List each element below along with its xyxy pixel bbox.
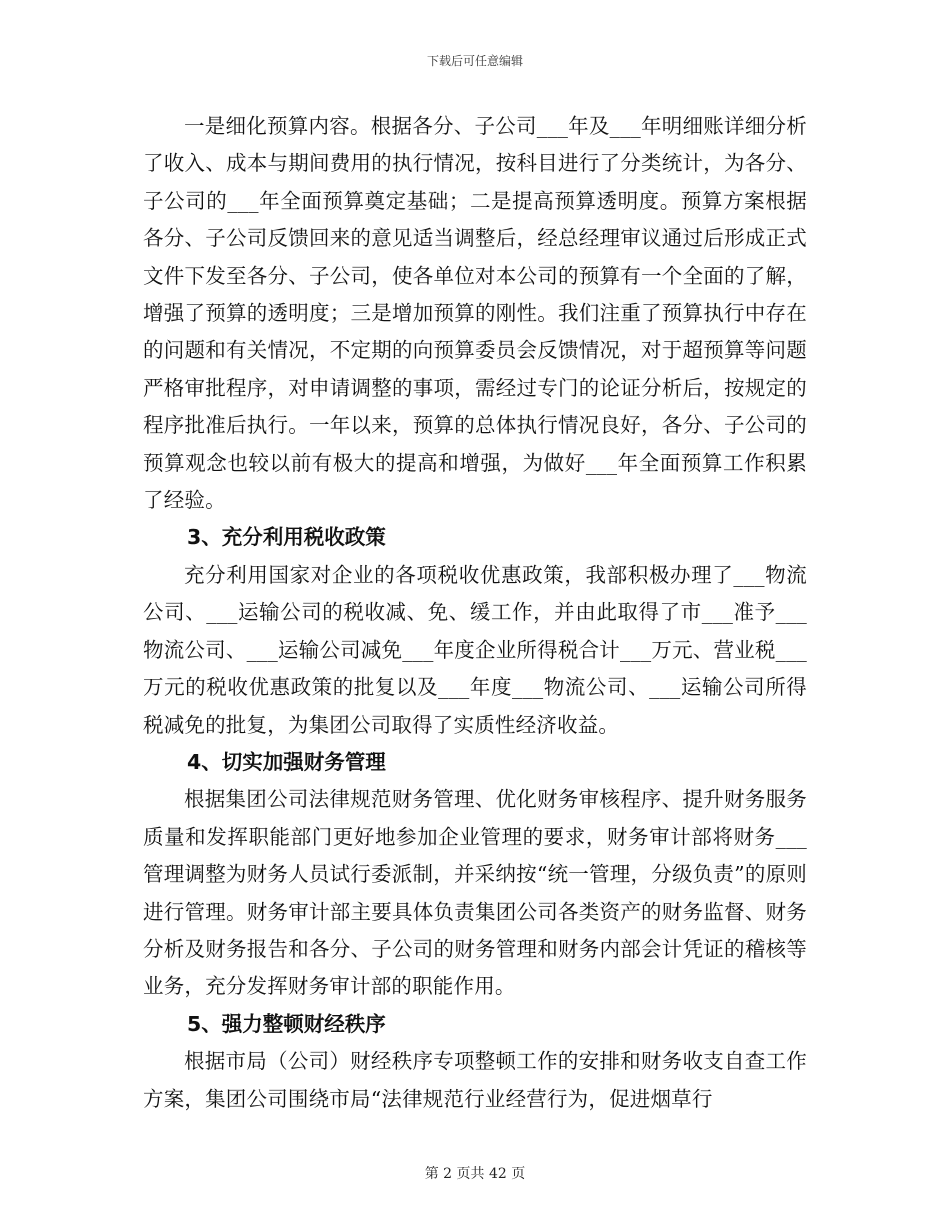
- section-heading-tax-policy: 3、充分利用税收政策: [187, 525, 386, 550]
- section-heading-financial-order: 5、强力整顿财经秩序: [187, 1011, 386, 1036]
- paragraph-budget: 一是细化预算内容。根据各分、子公司___年及___年明细账详细分析了收入、成本与期间费用的执行情况，按科目进行了分类统计，为各分、子公司的___年全面预算奠定基础；二是提高预算透明度。预算方案根据各分、子公司反馈回来的意见适当调整后，经总经理审议通过后形成正式文件下发至各分、子公司，使各单位对本公司的预算有一个全面的了解，增强了预算的透明度；三是增加预算的刚性。我们注重了预算执行中存在的问题和有关情况，不定期的向预算委员会反馈情况，对于超预算等问题严格审批程序，对申请调整的事项，需经过专门的论证分析后，按规定的程序批准后执行。一年以来，预算的总体执行情况良好，各分、子公司的预算观念也较以前有极大的提高和增强，为做好___年全面预算工作积累了经验。: [143, 114, 807, 513]
- page-footer: 第 2 页共 42 页: [424, 1166, 526, 1182]
- paragraph-financial-order: 根据市局（公司）财经秩序专项整顿工作的安排和财务收支自查工作方案，集团公司围绕市局“法律规范行业经营行为，促进烟草行: [143, 1049, 807, 1111]
- page-header: 下载后可任意编辑: [426, 54, 523, 68]
- section-heading-financial-management: 4、切实加强财务管理: [187, 749, 386, 774]
- paragraph-tax-policy: 充分利用国家对企业的各项税收优惠政策，我部积极办理了___物流公司、___运输公司的税收减、免、缓工作，并由此取得了市___准予___物流公司、___运输公司减免___年度企业所得税合计___万元、营业税___万元的税收优惠政策的批复以及___年度___物流公司、___运输公司所得税减免的批复，为集团公司取得了实质性经济收益。: [143, 562, 807, 737]
- document-body: [143, 108, 807, 1118]
- paragraph-financial-management: 根据集团公司法律规范财务管理、优化财务审核程序、提升财务服务质量和发挥职能部门更好地参加企业管理的要求，财务审计部将财务___管理调整为财务人员试行委派制，并采纳按“统一管理，分级负责”的原则进行管理。财务审计部主要具体负责集团公司各类资产的财务监督、财务分析及财务报告和各分、子公司的财务管理和财务内部会计凭证的稽核等业务，充分发挥财务审计部的职能作用。: [143, 787, 807, 999]
